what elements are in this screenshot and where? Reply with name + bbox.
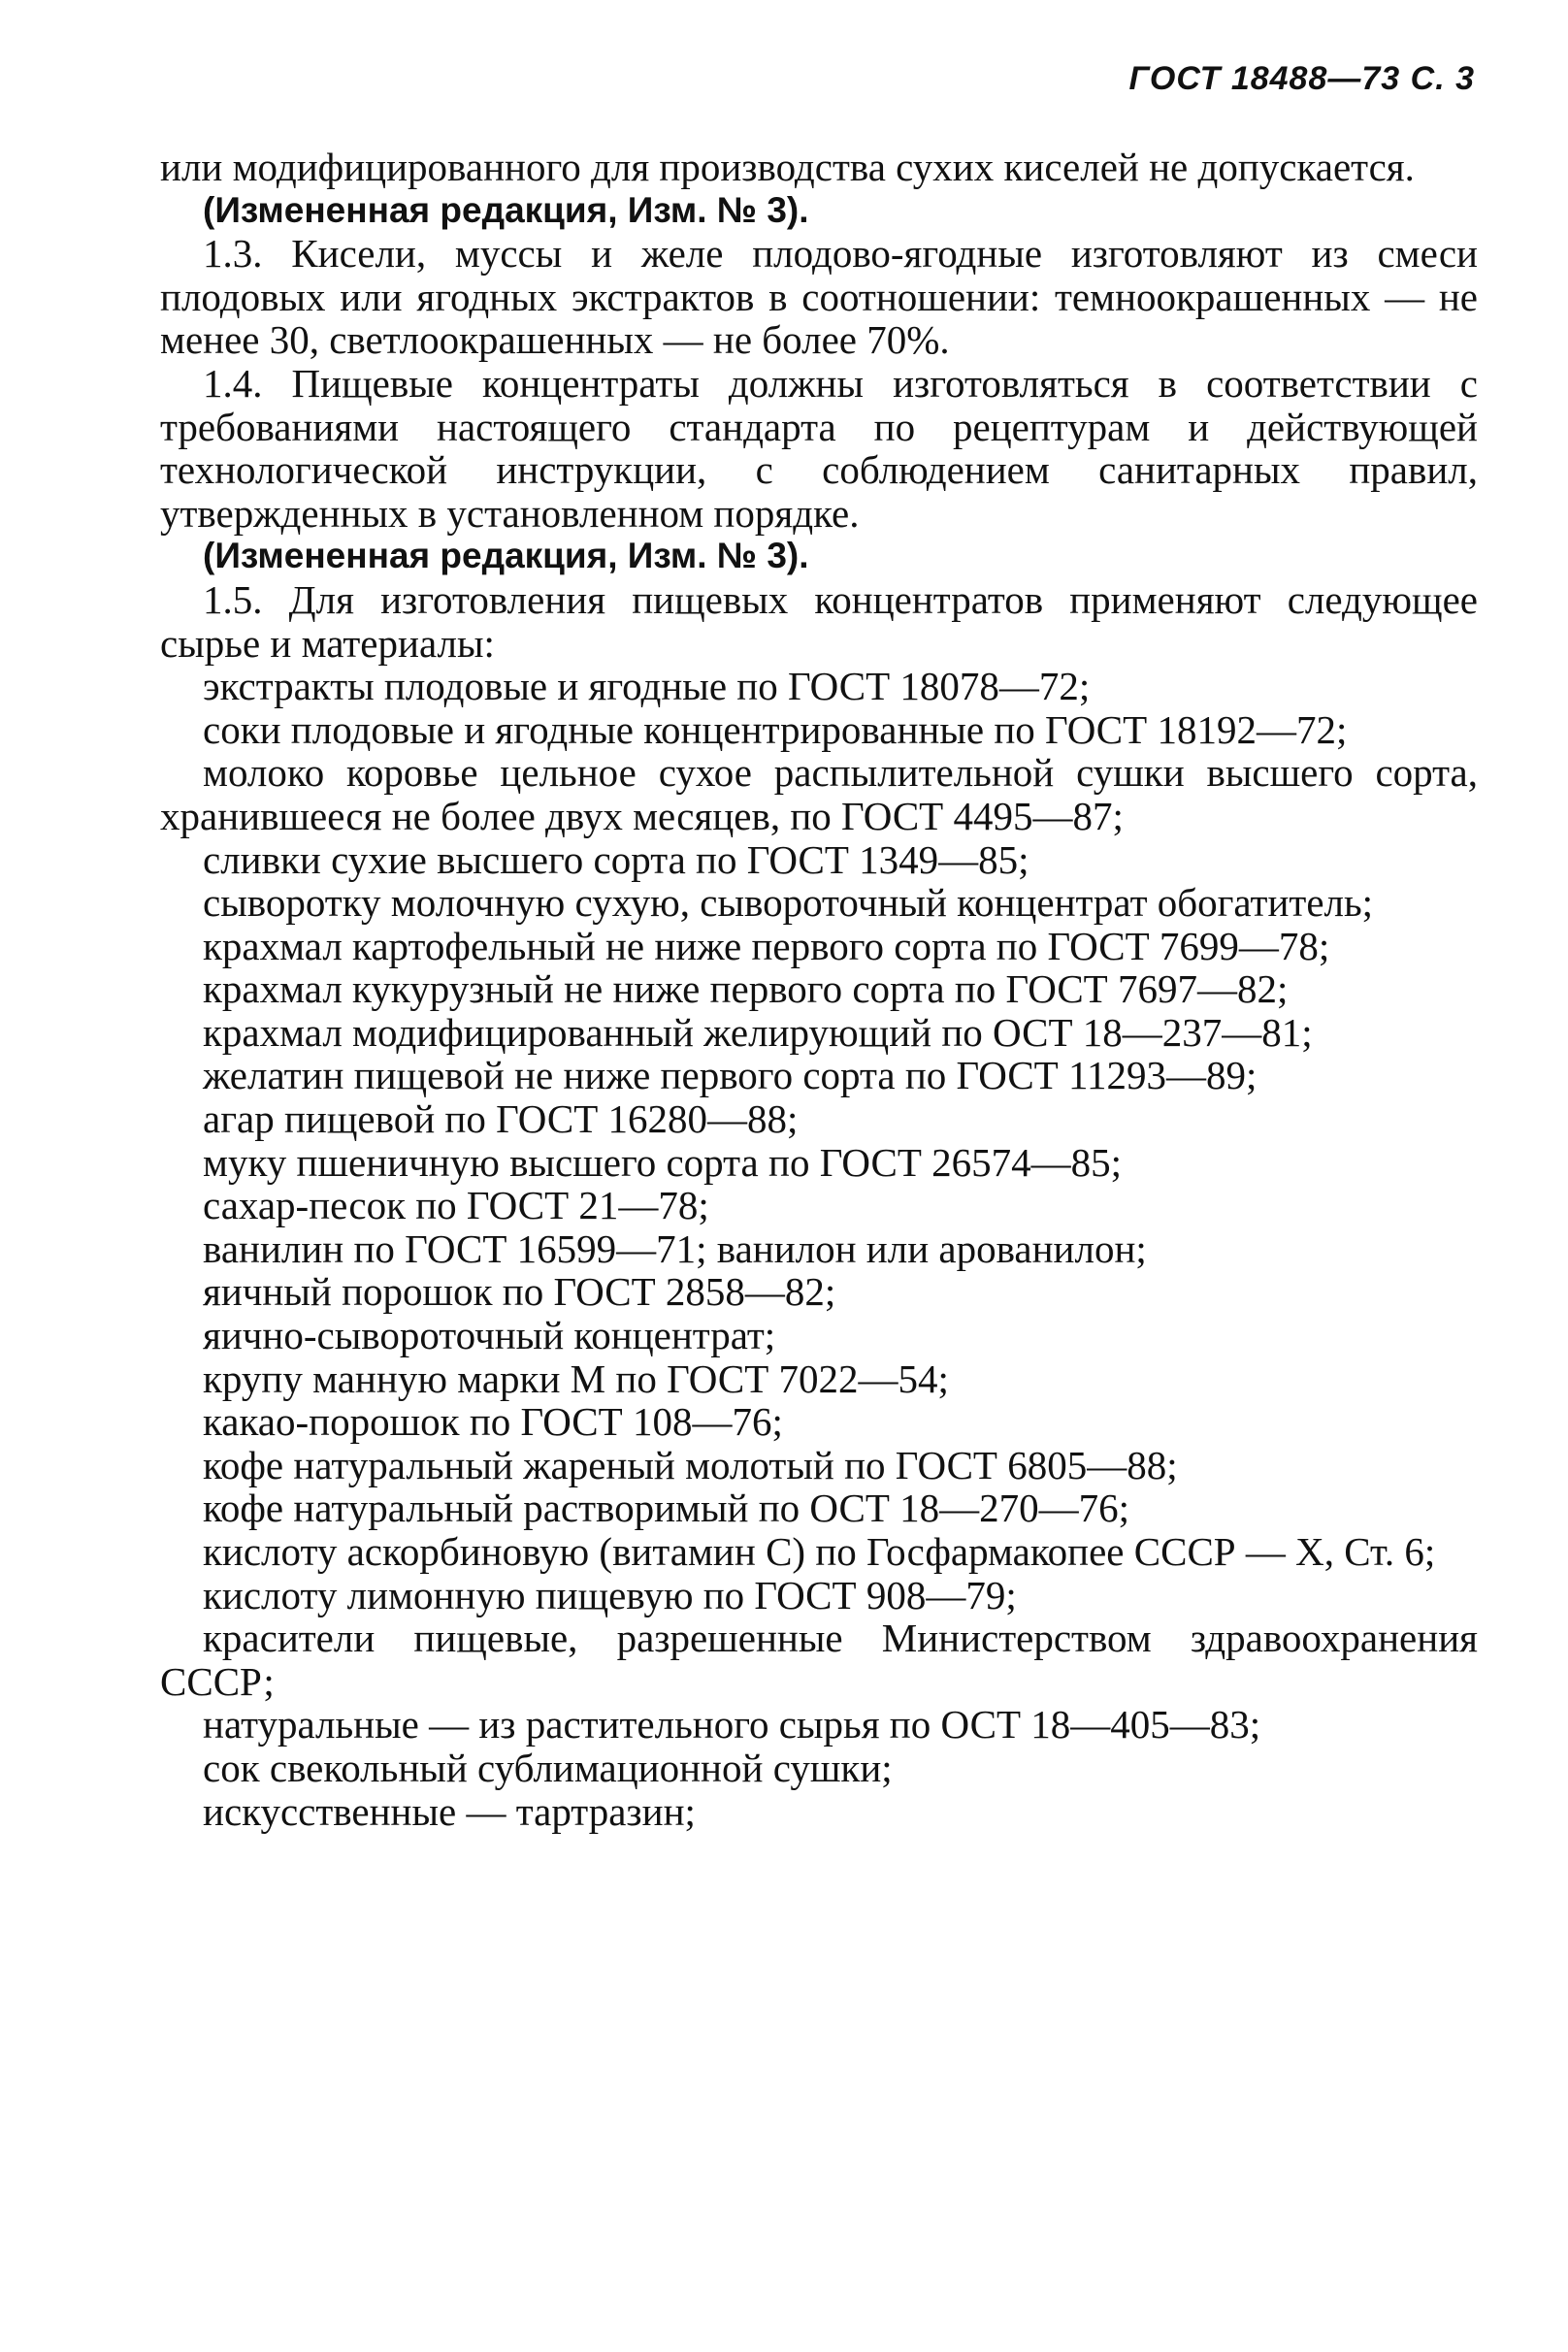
list-item: экстракты плодовые и ягодные по ГОСТ 18078—72; <box>203 664 1091 709</box>
list-item: яично-сывороточный концентрат; <box>203 1313 776 1358</box>
list-item: сок свекольный сублимационной сушки; <box>203 1745 893 1790</box>
list-item: молоко коровье цельное сухое распылительной сушки высшего сорта, хранившееся не более двух месяцев, по ГОСТ 4495—87; <box>160 750 1478 838</box>
list-item: крахмал кукурузный не ниже первого сорта по ГОСТ 7697—82; <box>203 966 1289 1012</box>
list-item: муку пшеничную высшего сорта по ГОСТ 26574—85; <box>203 1139 1123 1185</box>
amendment-note: (Измененная редакция, Изм. № 3). <box>203 189 809 230</box>
list-item: крахмал картофельный не ниже первого сорта по ГОСТ 7699—78; <box>203 923 1330 968</box>
paragraph-continuation: или модифицированного для производства сухих киселей не допускается. <box>160 145 1415 189</box>
list-item: красители пищевые, разрешенные Министерством здравоохранения СССР; <box>160 1616 1478 1704</box>
running-header: ГОСТ 18488—73 С. 3 <box>1128 60 1475 97</box>
body-text <box>160 146 1478 1833</box>
list-item: желатин пищевой не ниже первого сорта по ГОСТ 11293—89; <box>203 1053 1258 1098</box>
list-item: ванилин по ГОСТ 16599—71; ванилон или арованилон; <box>203 1225 1147 1271</box>
amendment-note: (Измененная редакция, Изм. № 3). <box>203 536 809 576</box>
list-item: кофе натуральный растворимый по ОСТ 18—270—76; <box>203 1486 1130 1531</box>
list-item: крахмал модифицированный желирующий по ОСТ 18—237—81; <box>203 1009 1313 1055</box>
list-item: яичный порошок по ГОСТ 2858—82; <box>203 1269 836 1315</box>
list-item: натуральные — из растительного сырья по ОСТ 18—405—83; <box>203 1702 1261 1748</box>
list-item: искусственные — тартразин; <box>203 1788 696 1834</box>
list-item: агар пищевой по ГОСТ 16280—88; <box>203 1096 799 1142</box>
list-item: кофе натуральный жареный молотый по ГОСТ 6805—88; <box>203 1442 1178 1487</box>
list-item: соки плодовые и ягодные концентрированные по ГОСТ 18192—72; <box>203 706 1348 752</box>
list-item: сыворотку молочную сухую, сывороточный концентрат обогатитель; <box>203 880 1374 926</box>
clause-1-5: 1.5. Для изготовления пищевых концентратов применяют следующее сырье и материалы: <box>160 576 1478 666</box>
clause-1-3: 1.3. Кисели, муссы и желе плодово-ягодные изготовляют из смеси плодовых или ягодных экстрактов в соотношении: темноокрашенных — не менее 30, светлоокрашенных — не более 70%. <box>160 231 1478 363</box>
list-item: кислоту аскорбиновую (витамин С) по Госфармакопее СССР — X, Ст. 6; <box>203 1529 1436 1574</box>
list-item: сахар-песок по ГОСТ 21—78; <box>203 1183 709 1228</box>
list-item: кислоту лимонную пищевую по ГОСТ 908—79; <box>203 1572 1017 1617</box>
list-item: сливки сухие высшего сорта по ГОСТ 1349—85; <box>203 836 1029 882</box>
clause-1-4: 1.4. Пищевые концентраты должны изготовляться в соответствии с требованиями настоящего стандарта по рецептурам и действующей технологической инструкции, с соблюдением санитарных правил, утвержденных в установленном порядке. <box>160 360 1478 536</box>
list-item: какао-порошок по ГОСТ 108—76; <box>203 1399 783 1445</box>
list-item: крупу манную марки М по ГОСТ 7022—54; <box>203 1356 949 1401</box>
materials-list <box>160 665 1478 1833</box>
